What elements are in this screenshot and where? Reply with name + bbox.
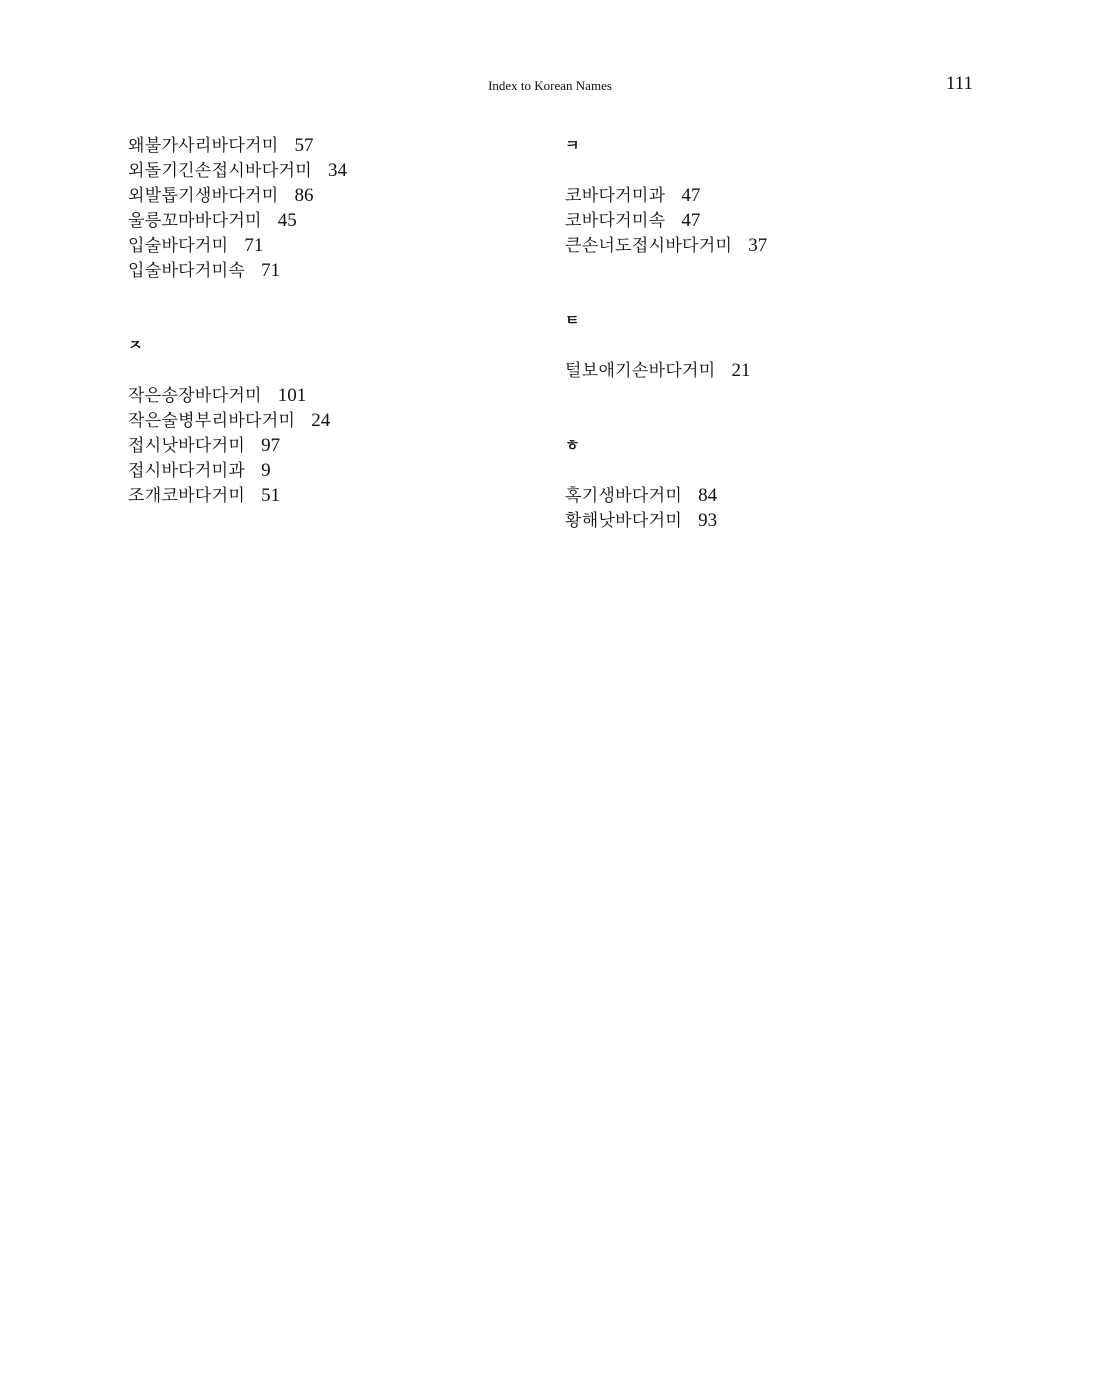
section-spacer [565,158,985,183]
index-letter-heading: ㅋ [565,136,580,154]
index-entry [128,208,548,233]
entry-page: 84 [698,485,718,506]
entry-name: 울릉꼬마바다거미 [128,211,262,231]
entry-name: 큰손너도접시바다거미 [565,236,733,256]
index-entry [128,458,548,483]
entry-page: 101 [277,385,307,406]
entry-name: 외돌기긴손접시바다거미 [128,161,312,181]
entry-name: 코바다거미과 [565,186,666,206]
entry-page: 57 [294,135,314,156]
section-spacer [565,258,985,283]
entry-page: 47 [681,210,701,231]
entry-page: 47 [681,185,701,206]
section-spacer [565,408,985,433]
index-column-right [565,133,985,533]
index-entry [128,183,548,208]
index-entry [128,133,548,158]
section-spacer [565,333,985,358]
entry-name: 조개코바다거미 [128,486,246,506]
index-entry [128,233,548,258]
entry-name: 털보애기손바다거미 [565,361,716,381]
entry-name: 입술바다거미속 [128,261,246,281]
entry-page: 21 [731,360,751,381]
entry-name: 혹기생바다거미 [565,486,683,506]
entry-page: 24 [311,410,331,431]
entry-name: 작은술병부리바다거미 [128,411,296,431]
section-spacer [128,358,548,383]
index-letter-heading: ㅎ [565,436,580,454]
index-entry [128,408,548,433]
index-entry [565,358,985,383]
entry-name: 접시낫바다거미 [128,436,246,456]
entry-name: 접시바다거미과 [128,461,246,481]
index-entry [128,258,548,283]
entry-name: 코바다거미속 [565,211,666,231]
entry-page: 71 [244,235,264,256]
index-letter-heading: ㅌ [565,311,580,329]
entry-name: 입술바다거미 [128,236,229,256]
entry-name: 왜불가사리바다거미 [128,136,279,156]
entry-page: 34 [327,160,347,181]
index-entry [128,158,548,183]
index-entry [128,433,548,458]
index-entry [565,483,985,508]
entry-name: 황해낫바다거미 [565,511,683,531]
index-entry [128,383,548,408]
entry-page: 9 [261,460,271,481]
entry-name: 외발톱기생바다거미 [128,186,279,206]
index-entry [565,208,985,233]
index-letter-heading: ㅈ [128,336,143,354]
entry-page: 71 [261,260,281,281]
section-spacer [565,458,985,483]
running-title: Index to Korean Names [488,78,612,93]
index-entry [565,508,985,533]
page-number: 111 [945,73,973,94]
entry-page: 37 [748,235,768,256]
entry-page: 93 [698,510,718,531]
index-column-left [128,133,548,508]
index-entry [565,183,985,208]
section-spacer [565,383,985,408]
index-entry [128,483,548,508]
entry-page: 97 [261,435,281,456]
index-entry [565,233,985,258]
section-spacer [128,308,548,333]
entry-page: 51 [261,485,281,506]
section-spacer [128,283,548,308]
entry-page: 45 [277,210,297,231]
section-spacer [565,283,985,308]
entry-page: 86 [294,185,314,206]
entry-name: 작은송장바다거미 [128,386,262,406]
